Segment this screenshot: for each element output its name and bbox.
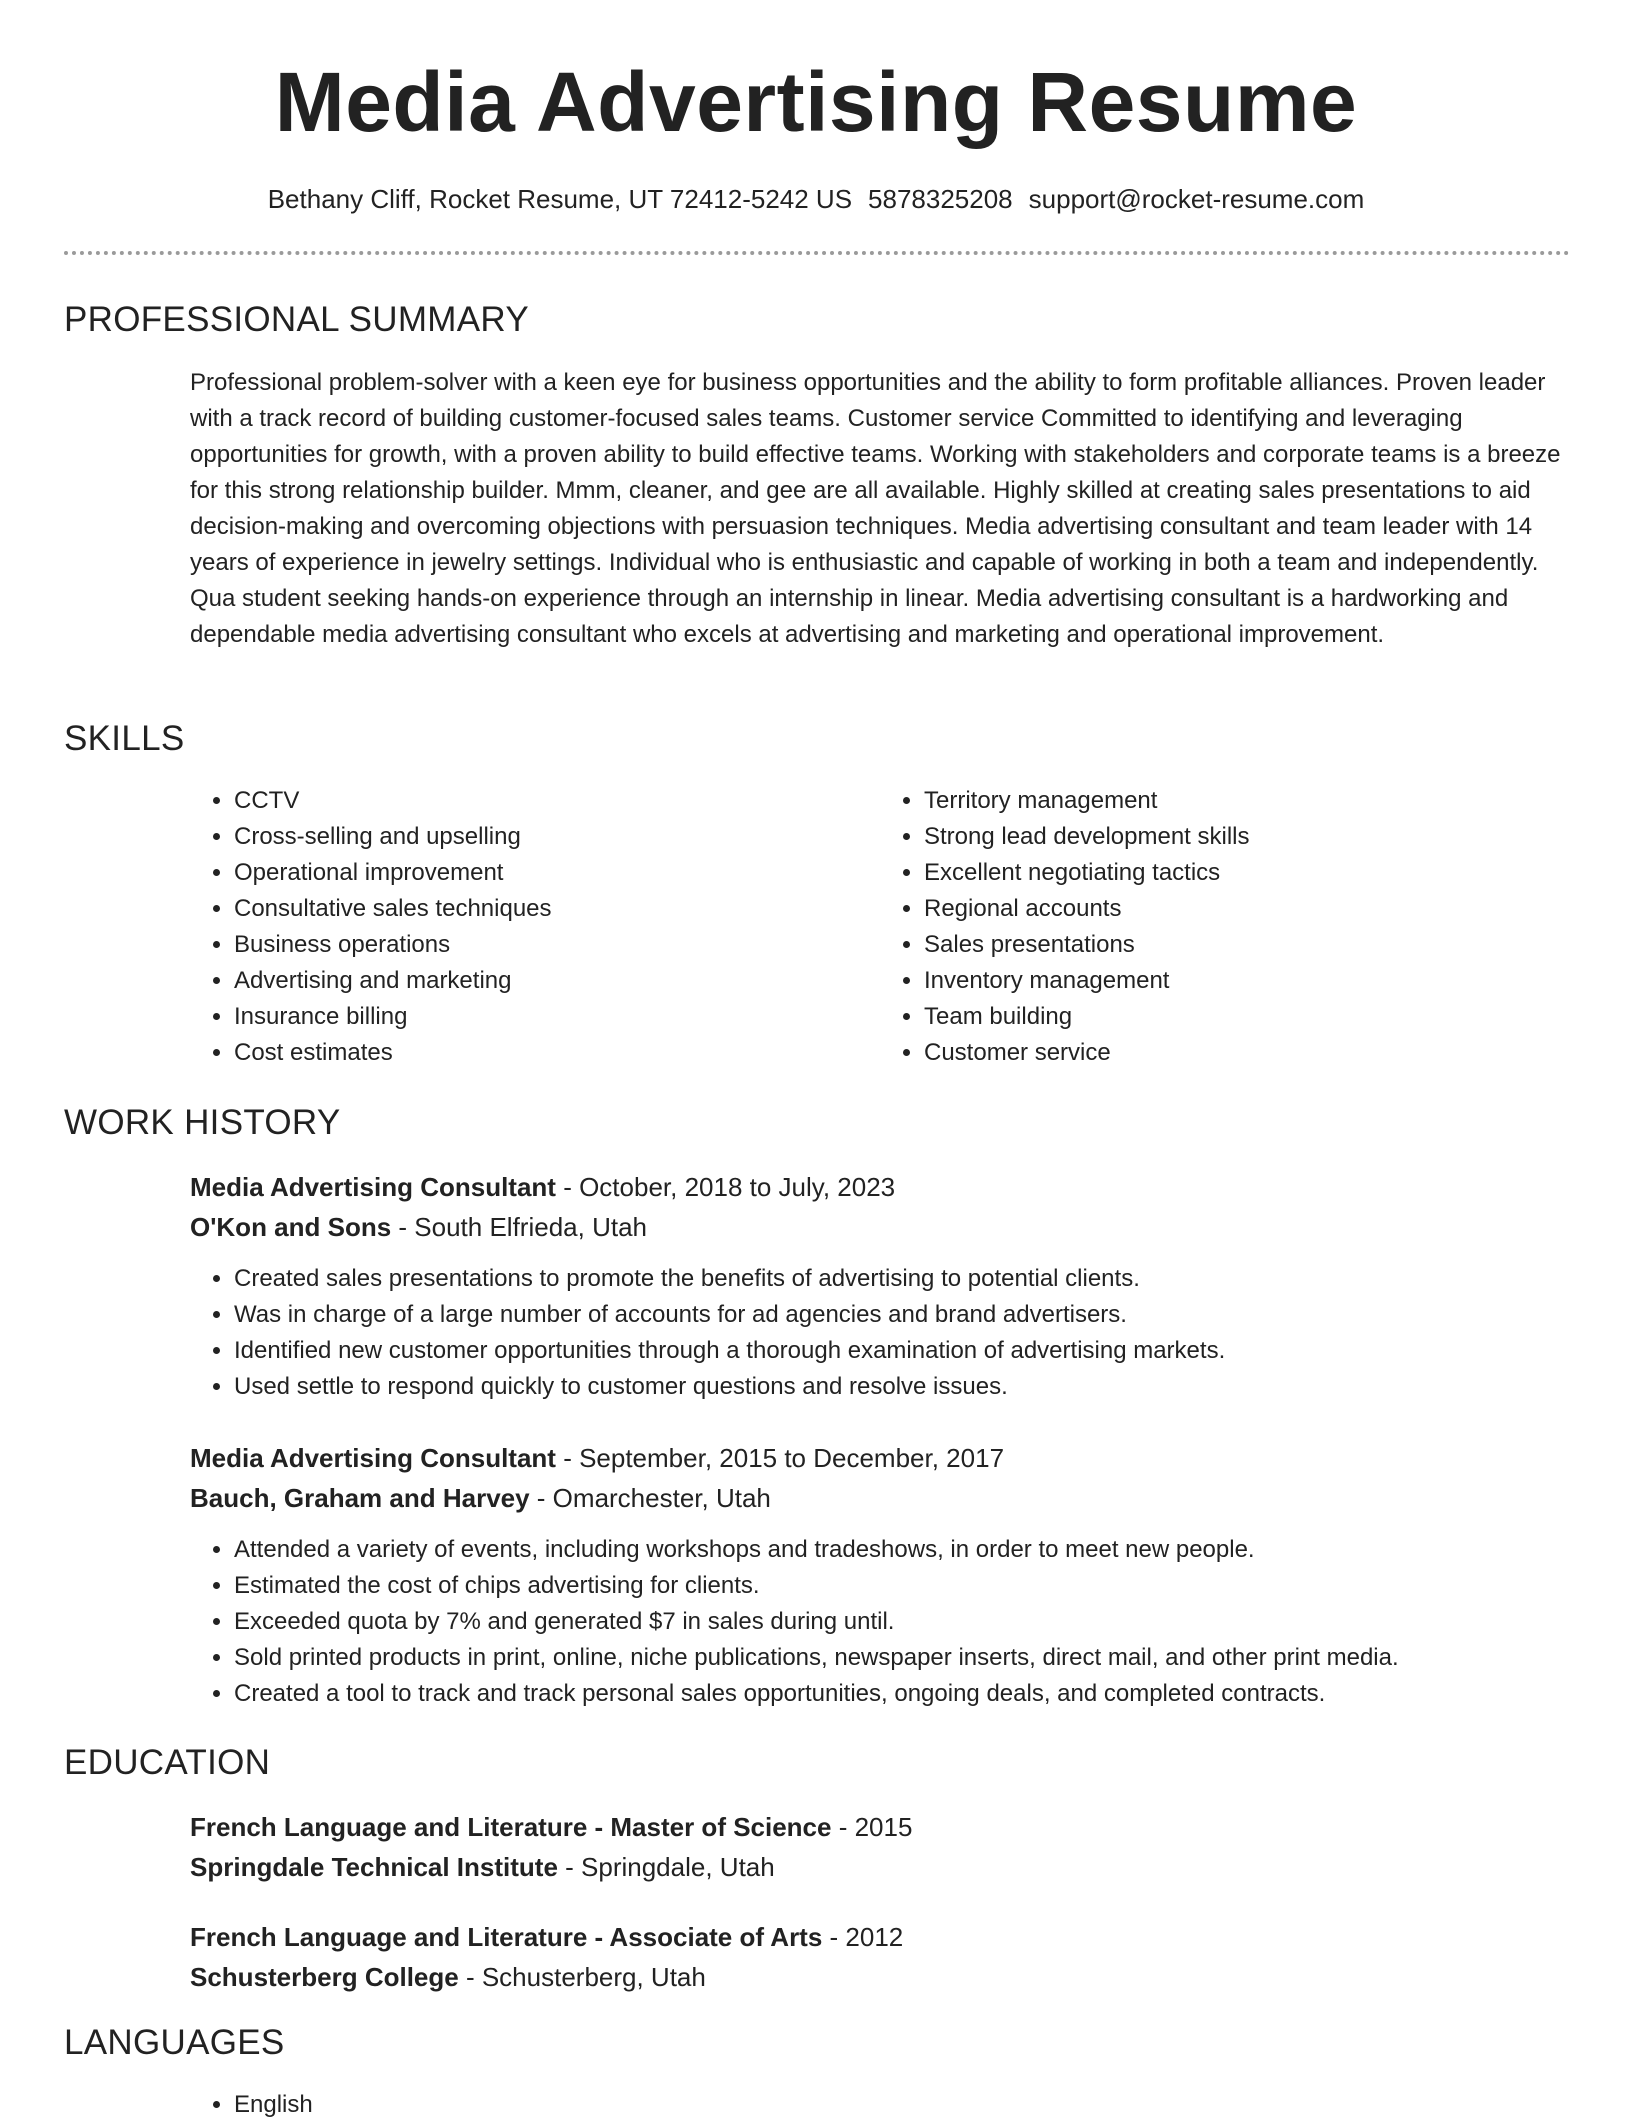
- education-degree-line: [190, 1917, 1570, 1957]
- job-bullet: • Exceeded quota by 7% and generated $7 in sales during until.: [234, 1604, 1570, 1640]
- education-school-line: [190, 1957, 1570, 1997]
- education-school-line: [190, 1847, 1570, 1887]
- skill-item: • Advertising and marketing: [234, 963, 880, 999]
- contact-phone: 5878325208: [868, 184, 1013, 214]
- skills-heading: SKILLS: [64, 719, 185, 758]
- job-bullet: • Identified new customer opportunities through a thorough examination of advertising markets.: [234, 1333, 1570, 1369]
- skills-section: [64, 717, 1570, 761]
- skill-item: • Team building: [924, 999, 1570, 1035]
- education-entry: [190, 1917, 1570, 1997]
- education-entry: [190, 1807, 1570, 1887]
- skill-item: • Customer service: [924, 1035, 1570, 1071]
- skill-item: • Operational improvement: [234, 855, 880, 891]
- skill-item: • Business operations: [234, 927, 880, 963]
- skills-column-left: [190, 783, 880, 1071]
- job-title: Media Advertising Consultant: [190, 1443, 556, 1473]
- job-title-line: [190, 1167, 1570, 1207]
- job-location: - South Elfrieda, Utah: [391, 1212, 647, 1242]
- skill-item: • Territory management: [924, 783, 1570, 819]
- skill-item: • Excellent negotiating tactics: [924, 855, 1570, 891]
- education-location: - Schusterberg, Utah: [458, 1962, 706, 1992]
- contact-address: Bethany Cliff, Rocket Resume, UT 72412-5242 US: [267, 184, 853, 214]
- education-location: - Springdale, Utah: [557, 1852, 775, 1882]
- contact-email[interactable]: support@rocket-resume.com: [1028, 184, 1365, 214]
- job-bullet: • Used settle to respond quickly to customer questions and resolve issues.: [234, 1369, 1570, 1405]
- summary-section: [64, 298, 1570, 342]
- languages-heading: LANGUAGES: [64, 2023, 285, 2062]
- education-degree: French Language and Literature - Associate of Arts: [190, 1922, 823, 1952]
- skills-list: [190, 783, 1570, 1071]
- job-bullets: [190, 1261, 1570, 1405]
- education-school: Schusterberg College: [190, 1962, 459, 1992]
- job-bullet: • Was in charge of a large number of accounts for ad agencies and brand advertisers.: [234, 1297, 1570, 1333]
- summary-body: [190, 365, 1570, 653]
- job-company: Bauch, Graham and Harvey: [190, 1483, 530, 1513]
- skill-item: • Inventory management: [924, 963, 1570, 999]
- education-section: [64, 1741, 1570, 1785]
- education-degree: French Language and Literature - Master of Science: [190, 1812, 832, 1842]
- education-heading: EDUCATION: [64, 1743, 271, 1782]
- job-bullets: [190, 1532, 1570, 1712]
- skill-item: • Strong lead development skills: [924, 819, 1570, 855]
- education-year: - 2015: [831, 1812, 913, 1842]
- summary-text: Professional problem-solver with a keen eye for business opportunities and the ability to form profitable alliances. Proven leader with a track record of building customer-focused sales teams. Customer service Committed to identifying and leveraging opportunities for growth, with a proven ability to build effective teams. Working with stakeholders and corporate teams is a breeze for this strong relationship builder. Mmm, cleaner, and gee are all available. Highly skilled at creating sales presentations to aid decision-making and overcoming objections with persuasion techniques. Media advertising consultant and team leader with 14 years of experience in jewelry settings. Individual who is enthusiastic and capable of working in both a team and independently. Qua student seeking hands-on experience through an internship in linear. Media advertising consultant is a hardworking and dependable media advertising consultant who excels at advertising and marketing and operational improvement.: [190, 369, 1561, 648]
- skill-item: • Regional accounts: [924, 891, 1570, 927]
- contact-line: [0, 181, 1632, 217]
- job-bullet: • Attended a variety of events, including workshops and tradeshows, in order to meet new people.: [234, 1532, 1570, 1568]
- job-company-line: [190, 1478, 1570, 1518]
- job-bullet: • Created a tool to track and track personal sales opportunities, ongoing deals, and completed contracts.: [234, 1676, 1570, 1712]
- skills-column-right: [880, 783, 1570, 1071]
- skill-item: • CCTV: [234, 783, 880, 819]
- skill-item: • Consultative sales techniques: [234, 891, 880, 927]
- languages-section: [64, 2021, 1570, 2065]
- job-location: - Omarchester, Utah: [529, 1483, 771, 1513]
- work-section: [64, 1101, 1570, 1145]
- summary-heading: PROFESSIONAL SUMMARY: [64, 300, 529, 339]
- languages-items: [190, 2087, 1570, 2123]
- skill-item: • Sales presentations: [924, 927, 1570, 963]
- job-title: Media Advertising Consultant: [190, 1172, 556, 1202]
- skill-item: • Cross-selling and upselling: [234, 819, 880, 855]
- job-dates: - September, 2015 to December, 2017: [555, 1443, 1005, 1473]
- job-entry: [190, 1167, 1570, 1405]
- resume-title: Media Advertising Resume: [274, 55, 1358, 149]
- job-bullet: • Created sales presentations to promote the benefits of advertising to potential clients.: [234, 1261, 1570, 1297]
- job-company-line: [190, 1207, 1570, 1247]
- header-divider: [64, 251, 1570, 255]
- skill-item: • Insurance billing: [234, 999, 880, 1035]
- job-dates: - October, 2018 to July, 2023: [555, 1172, 896, 1202]
- job-bullet: • Sold printed products in print, online, niche publications, newspaper inserts, direct mail, and other print media.: [234, 1640, 1570, 1676]
- job-entry: [190, 1438, 1570, 1712]
- job-bullet: • Estimated the cost of chips advertising for clients.: [234, 1568, 1570, 1604]
- skill-item: • Cost estimates: [234, 1035, 880, 1071]
- job-company: O'Kon and Sons: [190, 1212, 392, 1242]
- education-degree-line: [190, 1807, 1570, 1847]
- languages-list: [190, 2087, 1570, 2123]
- job-title-line: [190, 1438, 1570, 1478]
- work-heading: WORK HISTORY: [64, 1103, 341, 1142]
- education-school: Springdale Technical Institute: [190, 1852, 558, 1882]
- language-item: • English: [234, 2087, 1570, 2123]
- education-year: - 2012: [822, 1922, 904, 1952]
